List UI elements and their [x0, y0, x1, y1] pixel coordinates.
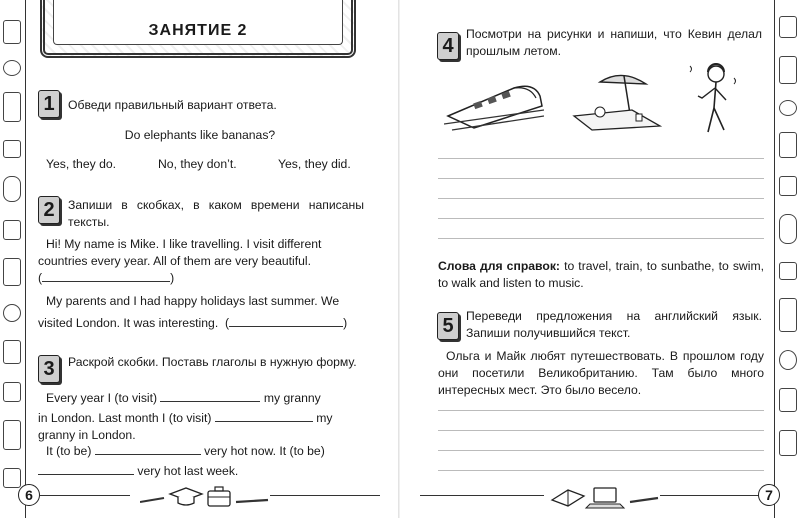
task4-instruction: Посмотри на рисунки и напиши, что Кевин делал прошлым летом.: [466, 27, 762, 58]
task3-text: in London. Last month I (to visit): [38, 411, 212, 425]
task5-text: Ольга и Майк любят путешествовать. В прошлом году они посетили Великобританию. Там было много интересных мест. Это было весело.: [438, 349, 764, 397]
task3-text: very hot last week.: [137, 464, 239, 478]
task-number: 4: [437, 32, 459, 60]
reference-label: Слова для справок:: [438, 259, 560, 273]
task3-text: It (to be): [46, 444, 92, 458]
writing-line[interactable]: [438, 158, 764, 159]
beach-umbrella-icon: [570, 68, 662, 132]
task-number: 1: [38, 90, 60, 118]
doodle-icon: [3, 220, 21, 240]
lesson-header-frame: [40, 0, 356, 58]
task-number: 2: [38, 196, 60, 224]
task3-blank[interactable]: [95, 444, 201, 455]
right-page: [400, 0, 800, 518]
writing-line[interactable]: [438, 198, 764, 199]
doodle-icon: [779, 350, 797, 370]
writing-line[interactable]: [438, 430, 764, 431]
graduation-cap-icon: [170, 488, 202, 505]
doodle-icon: [779, 176, 797, 196]
doodle-icon: [3, 304, 21, 322]
task2-answer1[interactable]: ( ): [38, 271, 175, 285]
task2-text1-line2: countries every year. All of them are very beautiful.: [38, 254, 311, 268]
task3-text: my: [316, 411, 333, 425]
book-icon: [552, 490, 584, 506]
doodle-icon: [3, 468, 21, 488]
doodle-icon: [779, 56, 797, 84]
doodle-icon: [3, 420, 21, 450]
task2-answer2[interactable]: ( ): [221, 316, 348, 330]
task2-text2-line2: visited London. It was interesting.: [38, 316, 219, 330]
task3-blank[interactable]: [160, 391, 260, 402]
doodle-icon: [3, 92, 21, 122]
task3-text: my granny: [263, 391, 321, 405]
school-supplies-icon: [550, 484, 660, 510]
bottom-rule: [420, 495, 544, 496]
task3-instruction: Раскрой скобки. Поставь глаголы в нужную форму.: [68, 355, 357, 369]
page-number: 6: [18, 484, 40, 506]
writing-line[interactable]: [438, 410, 764, 411]
task5-instruction: Переведи предложения на английский язык. Запиши получившийся текст.: [466, 309, 762, 340]
task2-instruction: Запиши в скобках, в каком времени написаны тексты.: [68, 198, 364, 229]
task3-text: very hot now. It (to be): [204, 444, 325, 458]
doodle-icon: [3, 176, 21, 202]
task3-blank[interactable]: [38, 464, 134, 475]
doodle-icon: [779, 388, 797, 412]
lesson-title: ЗАНЯТИЕ 2: [148, 22, 248, 39]
walking-boy-icon: [686, 62, 746, 138]
doodle-icon: [779, 262, 797, 280]
doodle-icon: [3, 340, 21, 364]
pen-icon: [236, 500, 268, 502]
pen-icon: [630, 498, 658, 502]
doodle-icon: [779, 214, 797, 244]
task3-text: granny in London.: [38, 428, 136, 442]
task1-option[interactable]: Yes, they did.: [278, 157, 351, 171]
task1-instruction: Обведи правильный вариант ответа.: [68, 98, 277, 112]
task-number: 5: [437, 312, 459, 340]
writing-line[interactable]: [438, 470, 764, 471]
laptop-icon: [586, 488, 624, 508]
doodle-icon: [3, 382, 21, 402]
doodle-icon: [779, 100, 797, 116]
left-doodle-margin: [0, 0, 26, 518]
doodle-icon: [779, 430, 797, 456]
task3-text: Every year I (to visit): [46, 391, 158, 405]
task1-option[interactable]: No, they don’t.: [158, 157, 237, 171]
page-number: 7: [758, 484, 780, 506]
task2-text1-line1: Hi! My name is Mike. I like travelling. I visit different: [46, 237, 322, 251]
task2-text2-line1: My parents and I had happy holidays last summer. We: [46, 294, 340, 308]
reference-list: to travel, train, to sunbathe, to swim, to walk and listen to music.: [438, 259, 764, 290]
train-icon: [444, 70, 544, 132]
bottom-rule: [40, 495, 130, 496]
task1-question: Do elephants like bananas?: [124, 128, 276, 142]
doodle-icon: [779, 16, 797, 38]
task3-blank[interactable]: [215, 411, 313, 422]
right-doodle-margin: [774, 0, 800, 518]
writing-line[interactable]: [438, 218, 764, 219]
writing-line[interactable]: [438, 450, 764, 451]
doodle-icon: [3, 258, 21, 286]
briefcase-icon: [208, 487, 230, 506]
writing-line[interactable]: [438, 178, 764, 179]
task1-option[interactable]: Yes, they do.: [46, 157, 117, 171]
bottom-rule: [270, 495, 380, 496]
reference-words: [438, 258, 764, 292]
doodle-icon: [3, 60, 21, 76]
bottom-rule: [660, 495, 760, 496]
doodle-icon: [779, 132, 797, 158]
doodle-icon: [779, 298, 797, 332]
doodle-icon: [3, 20, 21, 44]
school-supplies-icon: [140, 484, 270, 510]
writing-line[interactable]: [438, 238, 764, 239]
task-number: 3: [38, 355, 60, 383]
